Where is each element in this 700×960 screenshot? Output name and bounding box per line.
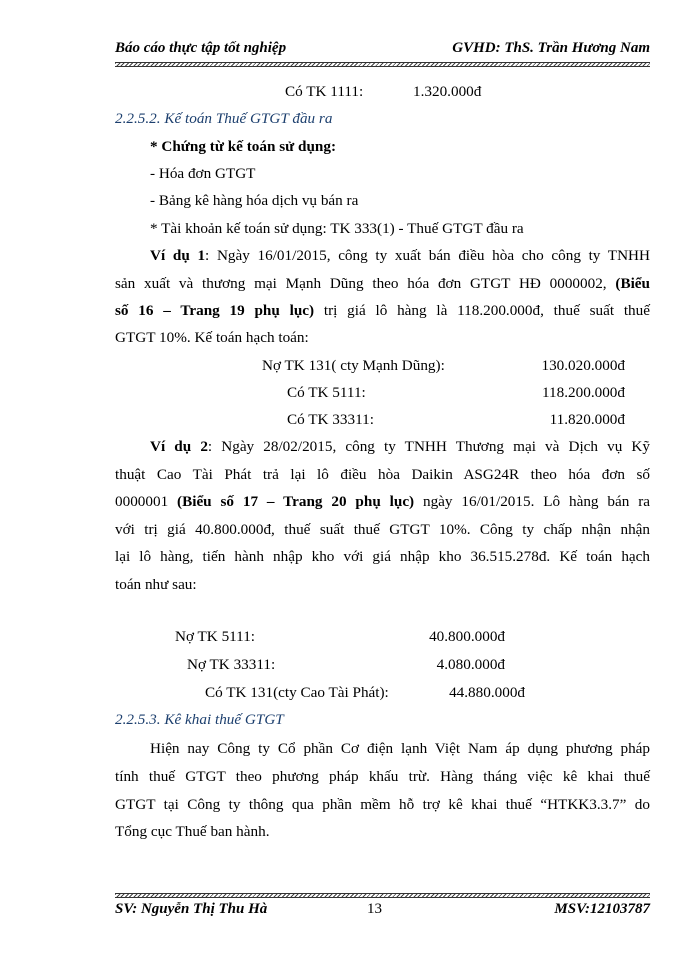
- example-2-text-3c: ngày 16/01/2015. Lô hàng bán ra: [414, 493, 650, 510]
- entry-1-no-131-value: 130.020.000đ: [541, 357, 625, 374]
- example-1-line-3: [115, 302, 650, 320]
- entry-2-co-131-label: Có TK 131(cty Cao Tài Phát):: [205, 684, 389, 701]
- entry-co-1111-value: 1.320.000đ: [413, 83, 482, 100]
- footer-student-name: SV: Nguyễn Thị Thu Hà: [115, 901, 268, 917]
- entry-1-co-33311-label: Có TK 33311:: [287, 411, 374, 428]
- section-heading-2-2-5-3: 2.2.5.3. Kê khai thuế GTGT: [115, 711, 284, 728]
- entry-2-no-33311-value: 4.080.000đ: [436, 656, 505, 673]
- voucher-item-1: - Hóa đơn GTGT: [150, 165, 256, 182]
- voucher-item-2: - Bảng kê hàng hóa dịch vụ bán ra: [150, 192, 359, 209]
- vouchers-heading: * Chứng từ kế toán sử dụng:: [150, 138, 337, 155]
- example-1-line-1: [150, 247, 650, 265]
- page-number: 13: [367, 901, 382, 917]
- example-1-line-4: GTGT 10%. Kế toán hạch toán:: [115, 329, 309, 346]
- example-1-ref-1: (Biểu: [615, 275, 650, 292]
- entry-2-no-5111-value: 40.800.000đ: [429, 628, 505, 645]
- paragraph-3-line-1: Hiện nay Công ty Cổ phần Cơ điện lạnh Việt Nam áp dụng phương pháp: [150, 740, 650, 757]
- example-1-line-2: [115, 275, 650, 293]
- example-2-line-5: lại lô hàng, tiến hành nhập kho với giá nhập kho 36.515.278đ. Kế toán hạch: [115, 548, 650, 565]
- example-2-text-1: : Ngày 28/02/2015, công ty TNHH Thương mại và Dịch vụ Kỹ: [207, 438, 650, 455]
- page-footer: [115, 901, 650, 923]
- section-heading-2-2-5-2: 2.2.5.2. Kế toán Thuế GTGT đầu ra: [115, 110, 333, 127]
- entry-1-co-5111-value: 118.200.000đ: [542, 384, 625, 401]
- example-2-label: Ví dụ 2: [150, 438, 208, 455]
- example-2-ref: (Biểu số 17 – Trang 20 phụ lục): [177, 493, 415, 510]
- example-1-ref-2: số 16 – Trang 19 phụ lục): [115, 302, 315, 319]
- footer-student-id: MSV:12103787: [554, 901, 650, 917]
- entry-1-co-5111-label: Có TK 5111:: [287, 384, 366, 401]
- example-2-line-3: [115, 493, 650, 511]
- example-2-line-1: [150, 438, 650, 456]
- paragraph-3-line-3: GTGT tại Công ty thông qua phần mềm hỗ trợ kê khai thuế “HTKK3.3.7” do: [115, 796, 650, 813]
- header-divider: [115, 62, 650, 67]
- example-2-text-3a: 0000001: [115, 493, 178, 510]
- account-used: * Tài khoản kế toán sử dụng: TK 333(1) - Thuế GTGT đầu ra: [150, 220, 524, 237]
- example-2-line-2: thuật Cao Tài Phát trả lại lô điều hòa Daikin ASG24R theo hóa đơn số: [115, 466, 650, 483]
- entry-2-no-33311-label: Nợ TK 33311:: [187, 656, 276, 673]
- example-2-line-6: toán như sau:: [115, 576, 197, 593]
- entry-1-co-33311-value: 11.820.000đ: [549, 411, 625, 428]
- example-1-label: Ví dụ 1: [150, 247, 206, 264]
- header-supervisor: GVHD: ThS. Trần Hương Nam: [452, 40, 650, 56]
- paragraph-3-line-2: tính thuế GTGT theo phương pháp khấu trừ. Hàng tháng việc kê khai thuế: [115, 768, 650, 785]
- example-1-text-2: sản xuất và thương mại Mạnh Dũng theo hóa đơn GTGT HĐ 0000002,: [115, 275, 607, 292]
- footer-divider: [115, 893, 650, 898]
- example-1-text-3: trị giá lô hàng là 118.200.000đ, thuế suất thuế: [314, 302, 650, 319]
- entry-1-no-131-label: Nợ TK 131( cty Mạnh Dũng):: [262, 357, 445, 374]
- header-report-title: Báo cáo thực tập tốt nghiệp: [115, 40, 287, 56]
- entry-2-co-131-value: 44.880.000đ: [449, 684, 525, 701]
- entry-2-no-5111-label: Nợ TK 5111:: [175, 628, 256, 645]
- example-1-text-1: : Ngày 16/01/2015, công ty xuất bán điều hòa cho công ty TNHH: [205, 247, 650, 264]
- entry-co-1111-label: Có TK 1111:: [285, 83, 364, 100]
- example-2-line-4: với trị giá 40.800.000đ, thuế suất thuế GTGT 10%. Công ty chấp nhận nhận: [115, 521, 650, 538]
- paragraph-3-line-4: Tổng cục Thuế ban hành.: [115, 823, 270, 840]
